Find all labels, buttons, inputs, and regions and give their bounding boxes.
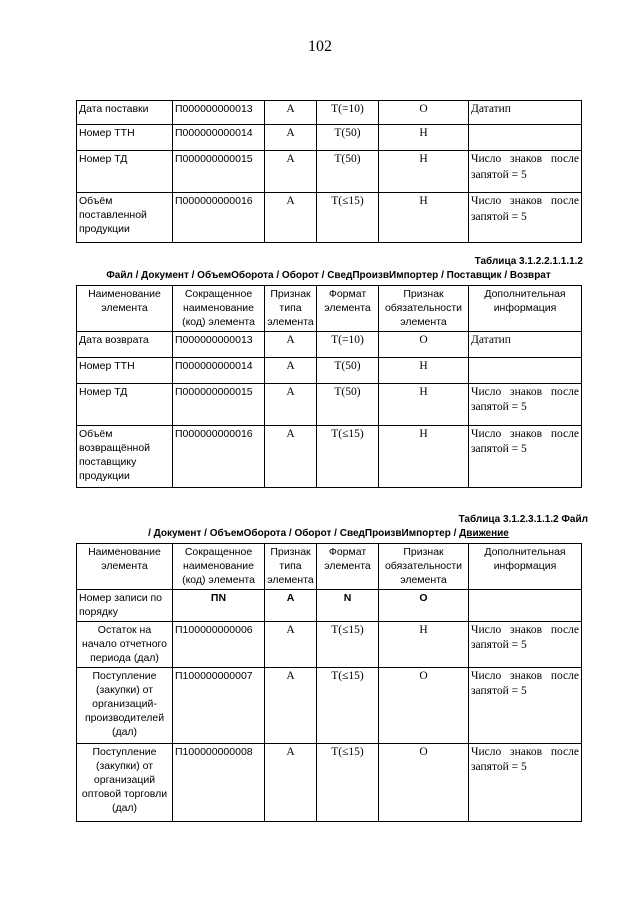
- table-row: [77, 357, 582, 383]
- table3-caption-number: Таблица 3.1.2.3.1.1.2 Файл: [458, 514, 588, 525]
- cell-info: Число знаков после запятой = 5: [469, 667, 582, 743]
- cell-type: А: [265, 151, 317, 193]
- cell-info: [469, 589, 582, 621]
- cell-type: А: [265, 425, 317, 487]
- cell-code: П100000000007: [173, 667, 265, 743]
- header-required: Признак обязательности элемента: [379, 544, 469, 590]
- cell-type: А: [265, 743, 317, 821]
- header-required: Признак обязательности элемента: [379, 286, 469, 332]
- table3-caption-path-text: / Документ / ОбъемОборота / Оборот / СведПроизвИмпортер /: [148, 528, 457, 539]
- cell-required: Н: [379, 357, 469, 383]
- cell-code: П000000000014: [173, 125, 265, 151]
- table2-caption-number: Таблица 3.1.2.2.1.1.1.2: [474, 256, 583, 267]
- cell-required: Н: [379, 425, 469, 487]
- cell-required: О: [379, 667, 469, 743]
- table-row: [77, 743, 582, 821]
- cell-type: А: [265, 383, 317, 425]
- cell-name: Дата возврата: [77, 331, 173, 357]
- header-format: Формат элемента: [317, 286, 379, 332]
- cell-name: Номер ТТН: [77, 125, 173, 151]
- cell-name: Номер ТД: [77, 151, 173, 193]
- table-row: [77, 425, 582, 487]
- cell-required: Н: [379, 621, 469, 667]
- cell-type: А: [265, 125, 317, 151]
- table-row: [77, 193, 582, 243]
- table-row: [77, 151, 582, 193]
- cell-code: П100000000006: [173, 621, 265, 667]
- cell-format: Т(50): [317, 125, 379, 151]
- cell-required: О: [379, 331, 469, 357]
- header-format: Формат элемента: [317, 544, 379, 590]
- cell-info: Число знаков после запятой = 5: [469, 621, 582, 667]
- table-return: [76, 285, 582, 488]
- cell-required: Н: [379, 193, 469, 243]
- cell-format: Т(=10): [317, 101, 379, 125]
- cell-format: Т(≤15): [317, 193, 379, 243]
- header-type: Признак типа элемента: [265, 286, 317, 332]
- table-row: [77, 331, 582, 357]
- cell-type: А: [265, 331, 317, 357]
- cell-type: А: [265, 357, 317, 383]
- header-code: Сокращенное наименование (код) элемента: [173, 544, 265, 590]
- cell-format: Т(=10): [317, 331, 379, 357]
- cell-info: [469, 357, 582, 383]
- header-info: Дополнительная информация: [469, 286, 582, 332]
- table3-caption-path: [76, 528, 581, 539]
- cell-code: П000000000016: [173, 193, 265, 243]
- cell-format: Т(50): [317, 357, 379, 383]
- cell-code: П000000000015: [173, 151, 265, 193]
- table-header-row: [77, 544, 582, 590]
- cell-code: П000000000015: [173, 383, 265, 425]
- table-movement: [76, 543, 582, 822]
- table-delivery: [76, 100, 582, 243]
- header-name: Наименование элемента: [77, 286, 173, 332]
- cell-info: Число знаков после запятой = 5: [469, 193, 582, 243]
- cell-code: П100000000008: [173, 743, 265, 821]
- cell-required: Н: [379, 125, 469, 151]
- cell-type: А: [265, 193, 317, 243]
- cell-info: [469, 125, 582, 151]
- page-number: 102: [308, 38, 332, 55]
- cell-type: А: [265, 667, 317, 743]
- cell-code: П000000000013: [173, 101, 265, 125]
- cell-code: П000000000013: [173, 331, 265, 357]
- cell-required: Н: [379, 383, 469, 425]
- cell-info: Дататип: [469, 101, 582, 125]
- cell-info: Дататип: [469, 331, 582, 357]
- cell-info: Число знаков после запятой = 5: [469, 151, 582, 193]
- table-row: [77, 383, 582, 425]
- table-row: [77, 125, 582, 151]
- cell-format: Т(≤15): [317, 621, 379, 667]
- cell-format: N: [317, 589, 379, 621]
- cell-name: Поступление (закупки) от организаций-производителей (дал): [77, 667, 173, 743]
- cell-type: А: [265, 621, 317, 667]
- cell-format: Т(≤15): [317, 667, 379, 743]
- cell-required: О: [379, 589, 469, 621]
- table-row: [77, 621, 582, 667]
- header-name: Наименование элемента: [77, 544, 173, 590]
- cell-name: Дата поставки: [77, 101, 173, 125]
- cell-info: Число знаков после запятой = 5: [469, 425, 582, 487]
- cell-name: Остаток на начало отчетного периода (дал): [77, 621, 173, 667]
- cell-code: П000000000014: [173, 357, 265, 383]
- cell-format: Т(≤15): [317, 425, 379, 487]
- cell-required: О: [379, 743, 469, 821]
- table3-caption-last: Движение: [459, 528, 509, 539]
- cell-name: Номер ТТН: [77, 357, 173, 383]
- header-code: Сокращенное наименование (код) элемента: [173, 286, 265, 332]
- table-header-row: [77, 286, 582, 332]
- cell-info: Число знаков после запятой = 5: [469, 743, 582, 821]
- cell-format: Т(50): [317, 151, 379, 193]
- header-type: Признак типа элемента: [265, 544, 317, 590]
- cell-required: Н: [379, 151, 469, 193]
- cell-required: О: [379, 101, 469, 125]
- cell-code: ПN: [173, 589, 265, 621]
- cell-name: Номер ТД: [77, 383, 173, 425]
- cell-format: Т(≤15): [317, 743, 379, 821]
- cell-name: Номер записи по порядку: [77, 589, 173, 621]
- cell-type: А: [265, 589, 317, 621]
- header-info: Дополнительная информация: [469, 544, 582, 590]
- table-row: [77, 589, 582, 621]
- cell-type: А: [265, 101, 317, 125]
- cell-name: Объём возвращённой поставщику продукции: [77, 425, 173, 487]
- table2-caption-path: Файл / Документ / ОбъемОборота / Оборот / СведПроизвИмпортер / Поставщик / Возврат: [106, 270, 551, 281]
- cell-code: П000000000016: [173, 425, 265, 487]
- cell-info: Число знаков после запятой = 5: [469, 383, 582, 425]
- cell-format: Т(50): [317, 383, 379, 425]
- cell-name: Объём поставленной продукции: [77, 193, 173, 243]
- table-row: [77, 101, 582, 125]
- table-row: [77, 667, 582, 743]
- cell-name: Поступление (закупки) от организаций оптовой торговли (дал): [77, 743, 173, 821]
